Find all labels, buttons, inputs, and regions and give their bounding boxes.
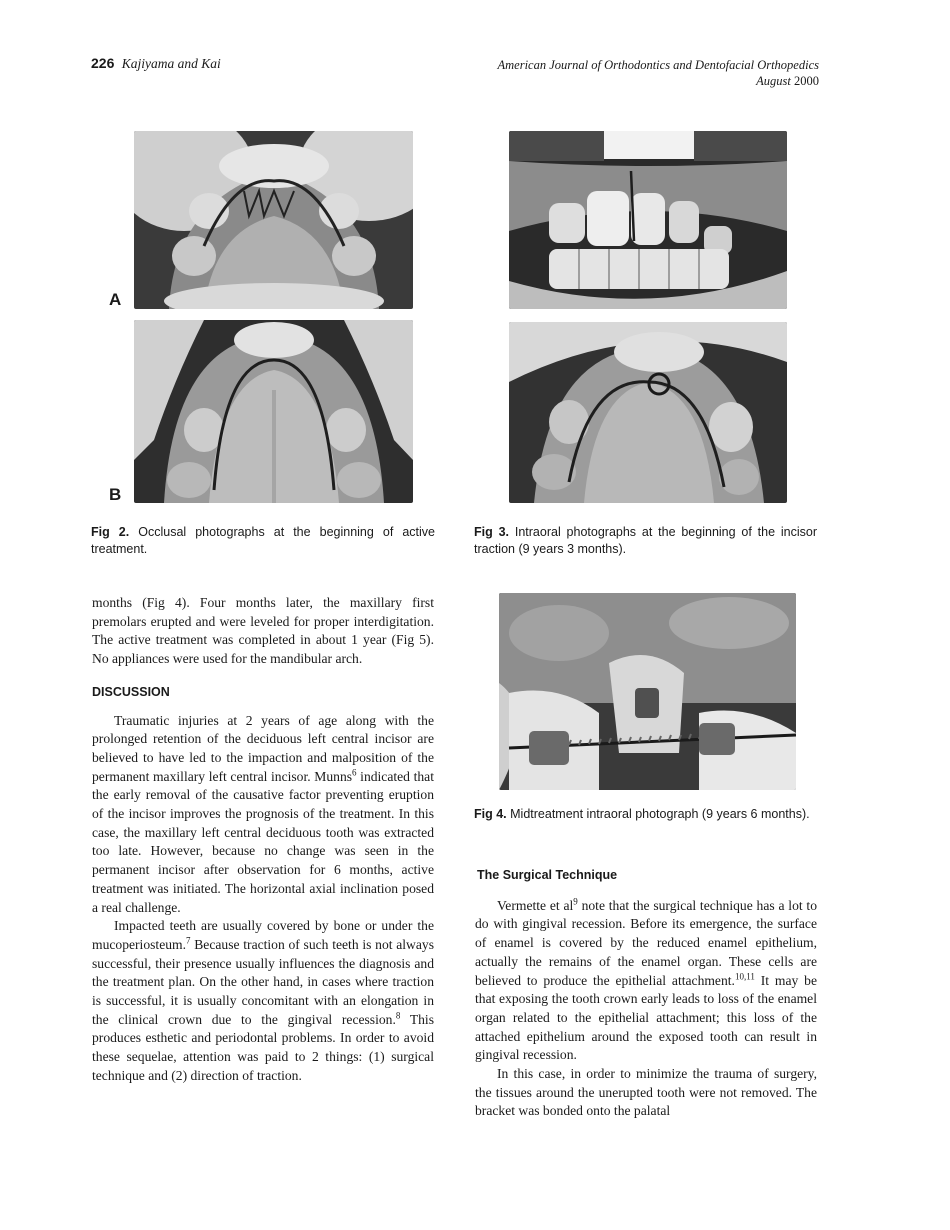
running-header-left: [91, 55, 221, 72]
fig2b-occlusal-photo: [134, 320, 413, 503]
left-paragraph-0: months (Fig 4). Four months later, the maxillary first premolars erupted and were leveled for proper interdigitation. The active treatment was completed in about 1 year (Fig 5). No appliances were used for the mandibular arch.: [92, 595, 434, 667]
fig2-panel-a-label: A: [109, 290, 122, 309]
right-text-column: [475, 866, 817, 1121]
fig2-caption-text: Occlusal photographs at the beginning of active treatment.: [91, 525, 435, 556]
page-number: 226: [91, 55, 115, 71]
fig2-panel-b-label: B: [109, 485, 122, 504]
citation-ref: 10,11: [734, 970, 755, 981]
right-paragraph-1: Vermette et $al^9$ note that the surgical technique has a lot to do with gingival recession. Before its emergence, the surface of enamel is covered by the reduced enamel epithelium, actually the remains of the enamel organ. These cells are believed to produce the epithelial attachment.$^{10,11}$ It may be that exposing the tooth crown early leads to loss of the enamel organ related to the epithelial attachment; this loss of the attached epithelium around the exposed tooth can result in gingival recession.: [475, 896, 818, 1063]
left-paragraph-2: Impacted teeth are usually covered by bone or under the mucoperiosteum.$^7$ Because traction of such teeth is not always successful, their presence usually influences the diagnosis and the treatment plan. On the other hand, in cases where traction is successful, it is usually concomitant with an elongation in the clinical crown due to the gingival recession.$^8$ This produces esthetic and periodontal problems. In order to avoid these sequelae, attention was paid to 2 things: (1) surgical technique and (2) direction of traction.: [92, 918, 434, 1083]
fig2-caption: [91, 524, 435, 558]
issue-year: 2000: [794, 74, 819, 88]
fig2-caption-label: Fig 2.: [91, 525, 130, 539]
fig3-caption-label: Fig 3.: [474, 525, 510, 539]
fig3-occlusal-photo: [509, 322, 787, 503]
journal-title: American Journal of Orthodontics and Dentofacial Orthopedics: [497, 58, 819, 72]
citation-ref: 8: [395, 1010, 401, 1021]
left-text-column: [92, 594, 434, 1086]
running-header-right: [498, 57, 820, 89]
fig3-caption-text: Intraoral photographs at the beginning of the incisor traction (9 years 3 months).: [474, 525, 817, 556]
fig4-midtreatment-photo: [499, 593, 796, 790]
right-paragraph-2: In this case, in order to minimize the trauma of surgery, the tissues around the unerupted tooth were not removed. The bracket was bonded onto the palatal: [475, 1066, 817, 1119]
fig2a-occlusal-photo: [134, 131, 413, 309]
section-heading-discussion: DISCUSSION: [92, 684, 170, 699]
fig4-caption-label: Fig 4.: [474, 807, 507, 821]
subsection-heading-surgical-technique: The Surgical Technique: [477, 868, 618, 882]
citation-ref: 7: [186, 935, 191, 946]
fig3-frontal-photo: [509, 131, 787, 309]
fig3-caption: [474, 524, 817, 558]
citation-ref: 9: [573, 896, 578, 907]
citation-ref: 6: [352, 767, 357, 778]
left-paragraph-1: Traumatic injuries at 2 years of age along with the prolonged retention of the deciduous left central incisor are believed to have led to the impaction and malposition of the permanent maxillary left central incisor. Munns$^6$ indicated that the early removal of the causative factor preventing eruption of the incisor improves the prognosis of the treatment. In this case, the maxillary left central deciduous tooth was extracted too late. However, because no change was seen in the permanent incisor after observation for 6 months, active treatment was initiated. The horizontal axial inclination posed a real challenge.: [92, 712, 434, 915]
issue-month: August: [756, 74, 791, 88]
running-authors: Kajiyama and Kai: [121, 56, 221, 71]
fig4-caption-text: Midtreatment intraoral photograph (9 years 6 months).: [510, 807, 810, 821]
fig4-caption: [474, 806, 817, 823]
